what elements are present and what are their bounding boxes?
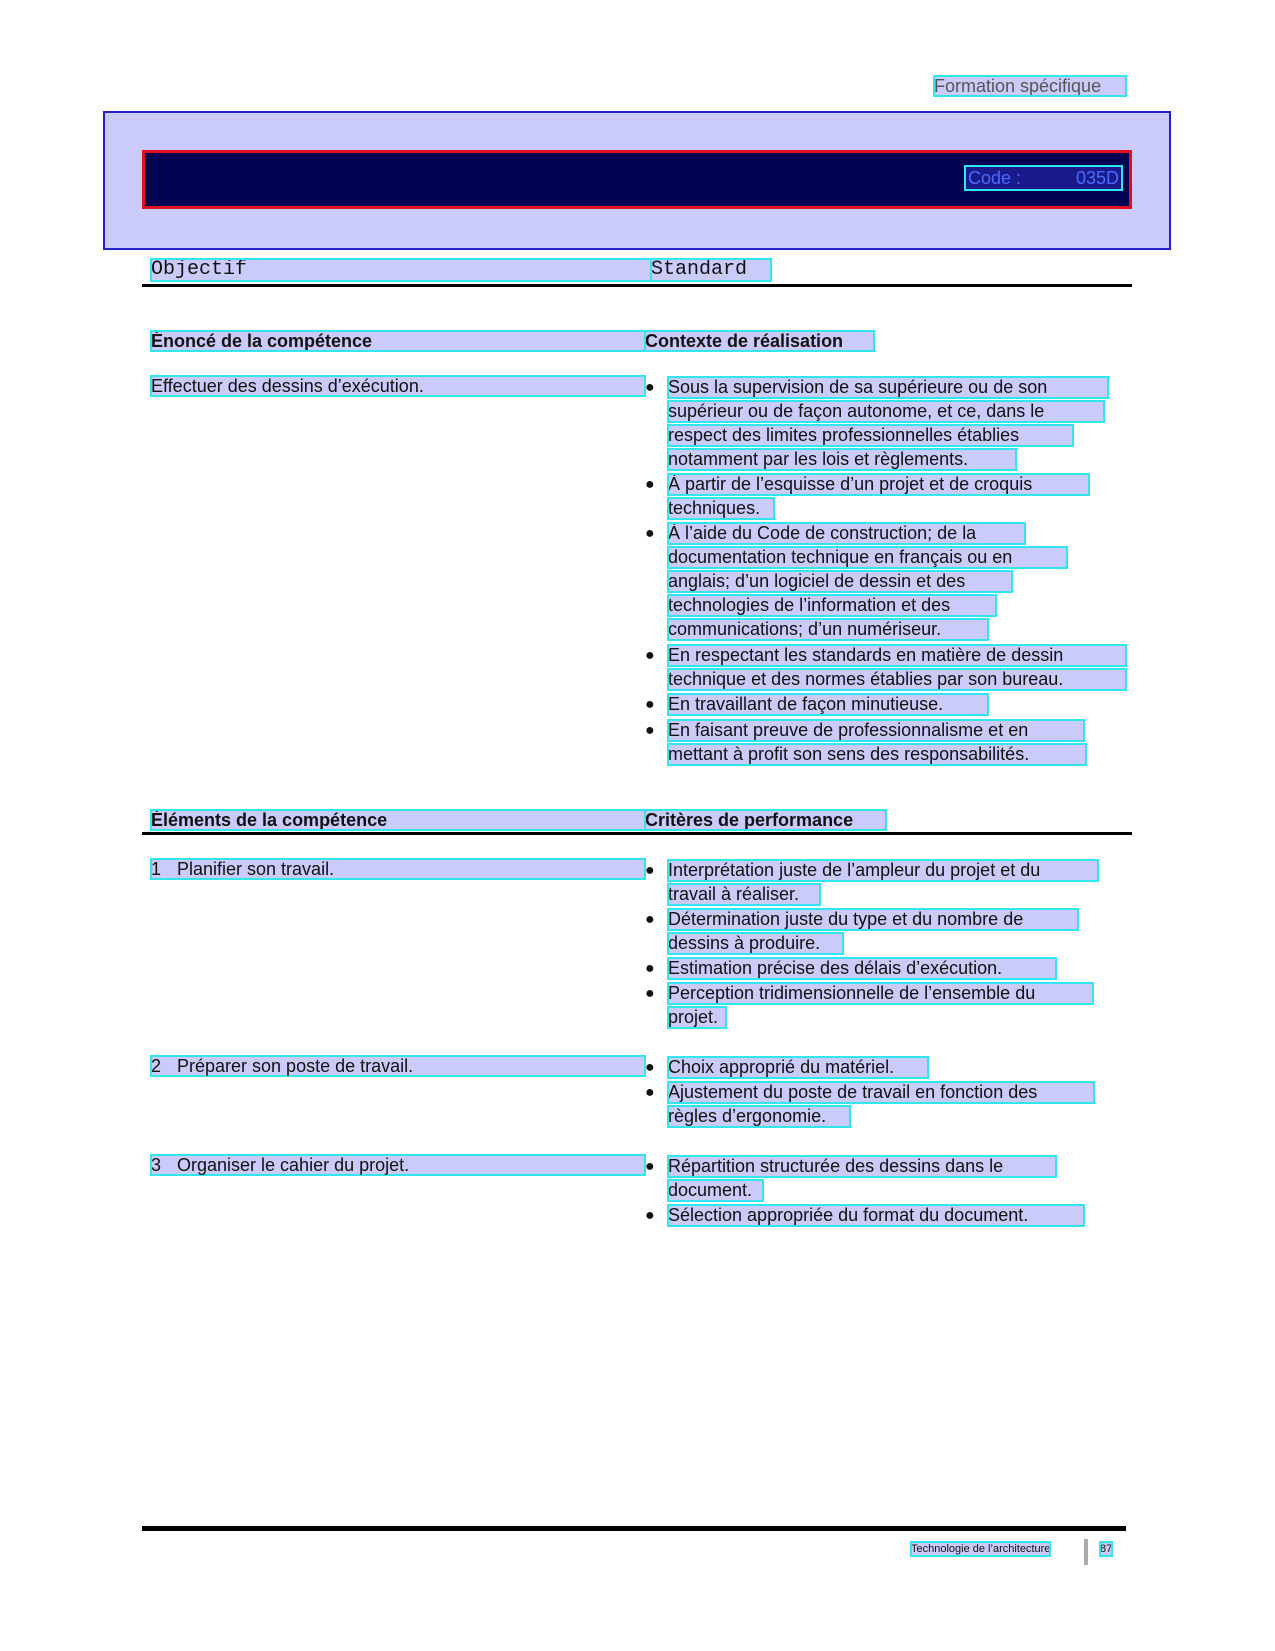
bullet: ● (645, 1207, 655, 1224)
program-label: Formation spécifique (934, 76, 1126, 96)
context-line: mettant à profit son sens des responsabilités. (668, 744, 1086, 765)
bullet: ● (645, 476, 655, 493)
element-label: Planifier son travail. (177, 859, 335, 879)
context-line: À partir de l’esquisse d’un projet et de croquis (668, 474, 1089, 495)
bullet: ● (645, 862, 655, 879)
criterion-line: Répartition structurée des dessins dans le (668, 1156, 1056, 1177)
context-line: techniques. (668, 498, 774, 519)
footer-divider (142, 1526, 1126, 1531)
code-value: 035D (1075, 168, 1119, 188)
bullet: ● (645, 1059, 655, 1076)
context-line: communications; d’un numériseur. (668, 619, 988, 640)
standard-heading: Standard (651, 259, 771, 281)
context-line: notamment par les lois et règlements. (668, 449, 1016, 470)
competence-statement-title: Énoncé de la compétence (151, 331, 645, 351)
code-bar (142, 150, 1132, 209)
criterion-line: Sélection appropriée du format du document. (668, 1205, 1084, 1226)
competence-statement: Effectuer des dessins d’exécution. (151, 376, 645, 396)
criterion-line: Choix approprié du matériel. (668, 1057, 928, 1078)
criterion-line: règles d’ergonomie. (668, 1106, 850, 1127)
criterion-line: travail à réaliser. (668, 884, 820, 905)
footer-separator (1084, 1539, 1088, 1565)
context-line: technique et des normes établies par son bureau. (668, 669, 1126, 690)
context-line: En travaillant de façon minutieuse. (668, 694, 988, 715)
section-divider (142, 832, 1132, 835)
context-line: En faisant preuve de professionnalisme et en (668, 720, 1084, 741)
context-line: En respectant les standards en matière de dessin (668, 645, 1126, 666)
criterion-line: Estimation précise des délais d’exécution. (668, 958, 1056, 979)
element-item (151, 1056, 645, 1076)
context-line: supérieur ou de façon autonome, et ce, dans le (668, 401, 1104, 422)
element-item (151, 1155, 645, 1175)
bullet: ● (645, 1158, 655, 1175)
element-number: 3 (151, 1155, 162, 1175)
criterion-line: projet. (668, 1007, 726, 1028)
criterion-line: document. (668, 1180, 763, 1201)
bullet: ● (645, 647, 655, 664)
code-label: Code : (968, 168, 1022, 188)
context-line: documentation technique en français ou en (668, 547, 1067, 568)
element-label: Préparer son poste de travail. (177, 1056, 414, 1076)
criteria-title: Critères de performance (645, 810, 886, 830)
element-number: 2 (151, 1056, 162, 1076)
footer-title: Technologie de l’architecture (911, 1543, 1051, 1555)
bullet: ● (645, 525, 655, 542)
context-line: À l’aide du Code de construction; de la (668, 523, 1025, 544)
objective-heading: Objectif (151, 259, 651, 281)
bullet: ● (645, 722, 655, 739)
criterion-line: Ajustement du poste de travail en fonction des (668, 1082, 1094, 1103)
code-field (966, 167, 1121, 189)
bullet: ● (645, 985, 655, 1002)
context-line: technologies de l’information et des (668, 595, 996, 616)
bullet: ● (645, 960, 655, 977)
page-number: 87 (1100, 1543, 1113, 1555)
bullet: ● (645, 696, 655, 713)
bullet: ● (645, 911, 655, 928)
criterion-line: dessins à produire. (668, 933, 843, 954)
bullet: ● (645, 1084, 655, 1101)
section-divider (142, 284, 1132, 287)
context-line: anglais; d’un logiciel de dessin et des (668, 571, 1012, 592)
element-label: Organiser le cahier du projet. (177, 1155, 410, 1175)
element-item (151, 859, 645, 879)
context-line: Sous la supervision de sa supérieure ou de son (668, 377, 1108, 398)
criterion-line: Détermination juste du type et du nombre de (668, 909, 1078, 930)
bullet: ● (645, 379, 655, 396)
context-title: Contexte de réalisation (645, 331, 874, 351)
criterion-line: Interprétation juste de l’ampleur du projet et du (668, 860, 1098, 881)
context-line: respect des limites professionnelles établies (668, 425, 1073, 446)
elements-title: Éléments de la compétence (151, 810, 645, 830)
element-number: 1 (151, 859, 162, 879)
criterion-line: Perception tridimensionnelle de l’ensemble du (668, 983, 1093, 1004)
